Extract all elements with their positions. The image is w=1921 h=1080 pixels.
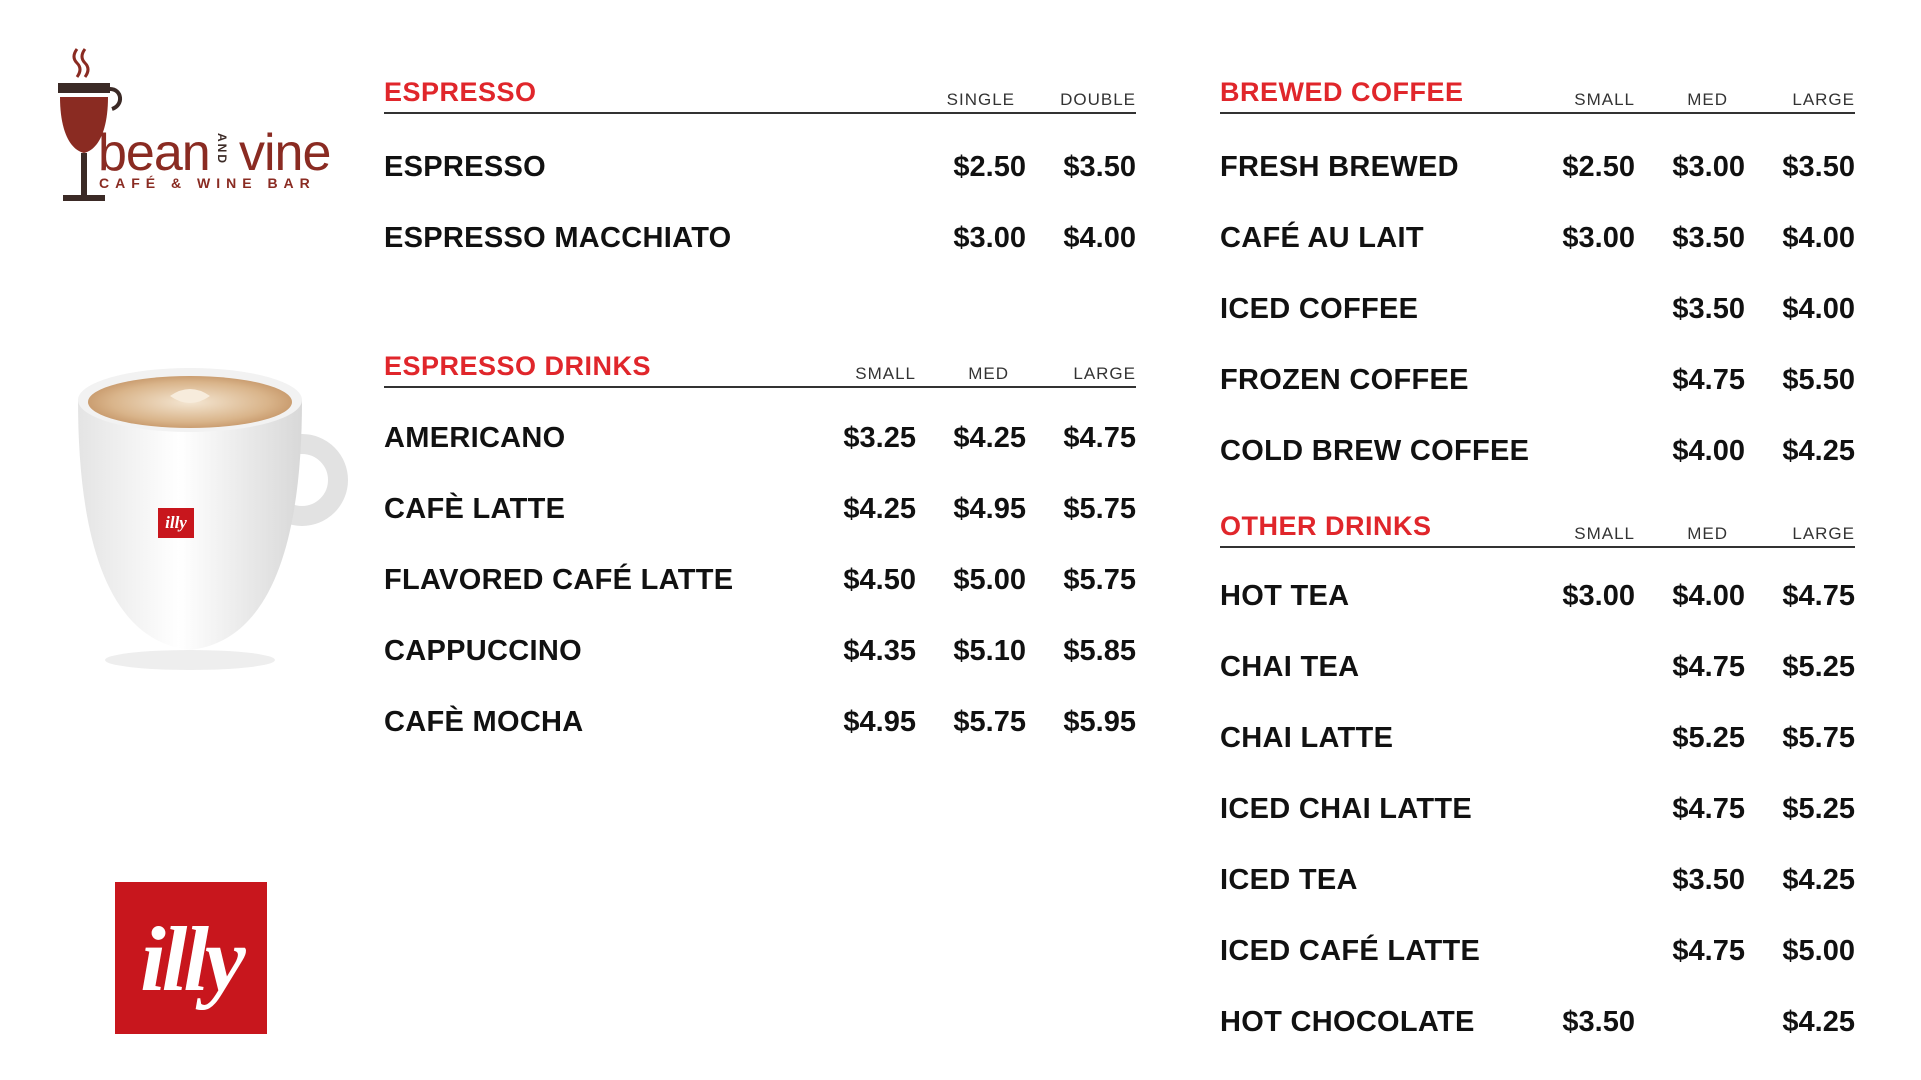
menu-item-name: ICED COFFEE xyxy=(1220,293,1419,325)
menu-item-row xyxy=(1220,222,1855,262)
menu-item-row xyxy=(1220,793,1855,833)
menu-item-price-large: $5.85 xyxy=(1063,635,1136,667)
coffee-cup-image xyxy=(70,360,360,680)
menu-item-row xyxy=(1220,864,1855,904)
section-espresso-drinks xyxy=(384,350,1136,738)
menu-item-price-small: $3.50 xyxy=(1562,1006,1635,1038)
column-header-large: LARGE xyxy=(1073,364,1136,383)
menu-item-name: CAPPUCCINO xyxy=(384,635,582,667)
menu-item-name: ICED TEA xyxy=(1220,864,1358,896)
section-espresso xyxy=(384,76,1136,254)
menu-item-name: CAFÈ LATTE xyxy=(384,493,566,525)
menu-item-name: ESPRESSO xyxy=(384,151,546,183)
menu-item-price-single: $2.50 xyxy=(953,151,1026,183)
menu-item-row xyxy=(1220,935,1855,975)
column-header-med: MED xyxy=(1687,90,1728,109)
menu-item-name: FROZEN COFFEE xyxy=(1220,364,1469,396)
menu-item-price-large: $4.75 xyxy=(1782,580,1855,612)
menu-item-price-single: $3.00 xyxy=(953,222,1026,254)
section-title: OTHER DRINKS xyxy=(1220,511,1432,541)
menu-item-price-double: $4.00 xyxy=(1063,222,1136,254)
menu-item-price-large: $4.75 xyxy=(1063,422,1136,454)
menu-item-price-large: $5.75 xyxy=(1782,722,1855,754)
logo-and: AND xyxy=(215,133,229,165)
menu-item-price-large: $5.95 xyxy=(1063,706,1136,738)
menu-item-price-large: $5.75 xyxy=(1063,493,1136,525)
menu-item-price-med: $3.50 xyxy=(1672,293,1745,325)
menu-item-name: CHAI LATTE xyxy=(1220,722,1394,754)
menu-item-price-med: $3.50 xyxy=(1672,864,1745,896)
menu-item-price-large: $4.25 xyxy=(1782,864,1855,896)
menu-item-price-med: $5.75 xyxy=(953,706,1026,738)
cup-illy-badge: illy xyxy=(158,508,194,538)
menu-item-row xyxy=(1220,364,1855,404)
menu-item-row xyxy=(384,422,1136,462)
section-header xyxy=(1220,76,1855,114)
column-header-small: SMALL xyxy=(1574,524,1635,543)
bean-and-vine-logo xyxy=(55,45,335,215)
column-header-small: SMALL xyxy=(855,364,916,383)
menu-item-price-small: $4.95 xyxy=(843,706,916,738)
section-title: ESPRESSO DRINKS xyxy=(384,351,652,381)
menu-item-row xyxy=(1220,580,1855,620)
menu-item-name: FRESH BREWED xyxy=(1220,151,1459,183)
menu-item-price-small: $3.25 xyxy=(843,422,916,454)
menu-item-price-med: $4.00 xyxy=(1672,435,1745,467)
column-header-med: MED xyxy=(1687,524,1728,543)
menu-item-price-med: $4.75 xyxy=(1672,364,1745,396)
latte-cup-icon xyxy=(70,360,360,680)
menu-item-price-large: $4.00 xyxy=(1782,293,1855,325)
section-brewed-coffee xyxy=(1220,76,1855,467)
menu-item-price-small: $4.35 xyxy=(843,635,916,667)
menu-item-name: ESPRESSO MACCHIATO xyxy=(384,222,732,254)
menu-item-row xyxy=(1220,1006,1855,1046)
illy-logo-text: illy xyxy=(140,908,242,1010)
menu-item-name: CAFÈ MOCHA xyxy=(384,706,584,738)
menu-item-price-large: $4.25 xyxy=(1782,435,1855,467)
menu-item-row xyxy=(1220,722,1855,762)
menu-item-name: HOT CHOCOLATE xyxy=(1220,1006,1475,1038)
menu-item-price-small: $3.00 xyxy=(1562,580,1635,612)
menu-item-price-small: $2.50 xyxy=(1562,151,1635,183)
menu-item-price-med: $4.75 xyxy=(1672,935,1745,967)
menu-item-price-large: $4.00 xyxy=(1782,222,1855,254)
menu-item-price-small: $4.25 xyxy=(843,493,916,525)
menu-item-row xyxy=(384,635,1136,675)
menu-item-price-med: $4.25 xyxy=(953,422,1026,454)
menu-item-price-med: $3.50 xyxy=(1672,222,1745,254)
menu-item-price-med: $4.75 xyxy=(1672,793,1745,825)
menu-item-price-large: $5.25 xyxy=(1782,793,1855,825)
menu-item-price-double: $3.50 xyxy=(1063,151,1136,183)
menu-item-row xyxy=(1220,435,1855,475)
column-header-med: MED xyxy=(968,364,1009,383)
menu-item-name: COLD BREW COFFEE xyxy=(1220,435,1530,467)
column-header-small: SMALL xyxy=(1574,90,1635,109)
menu-item-row xyxy=(384,151,1136,191)
menu-item-row xyxy=(384,493,1136,533)
menu-item-price-large: $5.50 xyxy=(1782,364,1855,396)
menu-item-price-large: $5.00 xyxy=(1782,935,1855,967)
menu-item-name: AMERICANO xyxy=(384,422,566,454)
menu-item-price-med: $4.75 xyxy=(1672,651,1745,683)
menu-item-row xyxy=(384,564,1136,604)
menu-item-name: CHAI TEA xyxy=(1220,651,1360,683)
illy-logo xyxy=(115,882,267,1034)
menu-item-name: ICED CAFÉ LATTE xyxy=(1220,935,1481,967)
logo-word-bean: bean xyxy=(98,124,210,182)
menu-item-price-small: $4.50 xyxy=(843,564,916,596)
menu-item-price-med: $4.95 xyxy=(953,493,1026,525)
menu-item-row xyxy=(384,222,1136,262)
menu-item-price-med: $5.00 xyxy=(953,564,1026,596)
menu-item-row xyxy=(384,706,1136,746)
menu-item-name: CAFÉ AU LAIT xyxy=(1220,222,1424,254)
menu-item-price-large: $3.50 xyxy=(1782,151,1855,183)
menu-item-price-med: $5.10 xyxy=(953,635,1026,667)
menu-item-row xyxy=(1220,651,1855,691)
menu-item-price-large: $4.25 xyxy=(1782,1006,1855,1038)
section-header xyxy=(384,350,1136,388)
column-header-large: LARGE xyxy=(1792,524,1855,543)
menu-item-price-med: $4.00 xyxy=(1672,580,1745,612)
section-header xyxy=(384,76,1136,114)
menu-item-name: HOT TEA xyxy=(1220,580,1350,612)
section-title: ESPRESSO xyxy=(384,77,537,107)
logo-word-vine: vine xyxy=(239,124,331,182)
column-header-double: DOUBLE xyxy=(1060,90,1136,109)
logo-tagline: CAFÉ & WINE BAR xyxy=(99,175,316,191)
menu-item-price-large: $5.75 xyxy=(1063,564,1136,596)
menu-item-row xyxy=(1220,293,1855,333)
menu-item-name: FLAVORED CAFÉ LATTE xyxy=(384,564,734,596)
column-header-single: SINGLE xyxy=(946,90,1015,109)
menu-item-price-med: $3.00 xyxy=(1672,151,1745,183)
section-header xyxy=(1220,510,1855,548)
menu-item-price-small: $3.00 xyxy=(1562,222,1635,254)
section-other-drinks xyxy=(1220,510,1855,1038)
menu-item-price-large: $5.25 xyxy=(1782,651,1855,683)
menu-item-price-med: $5.25 xyxy=(1672,722,1745,754)
menu-item-name: ICED CHAI LATTE xyxy=(1220,793,1473,825)
section-title: BREWED COFFEE xyxy=(1220,77,1464,107)
menu-item-row xyxy=(1220,151,1855,191)
column-header-large: LARGE xyxy=(1792,90,1855,109)
